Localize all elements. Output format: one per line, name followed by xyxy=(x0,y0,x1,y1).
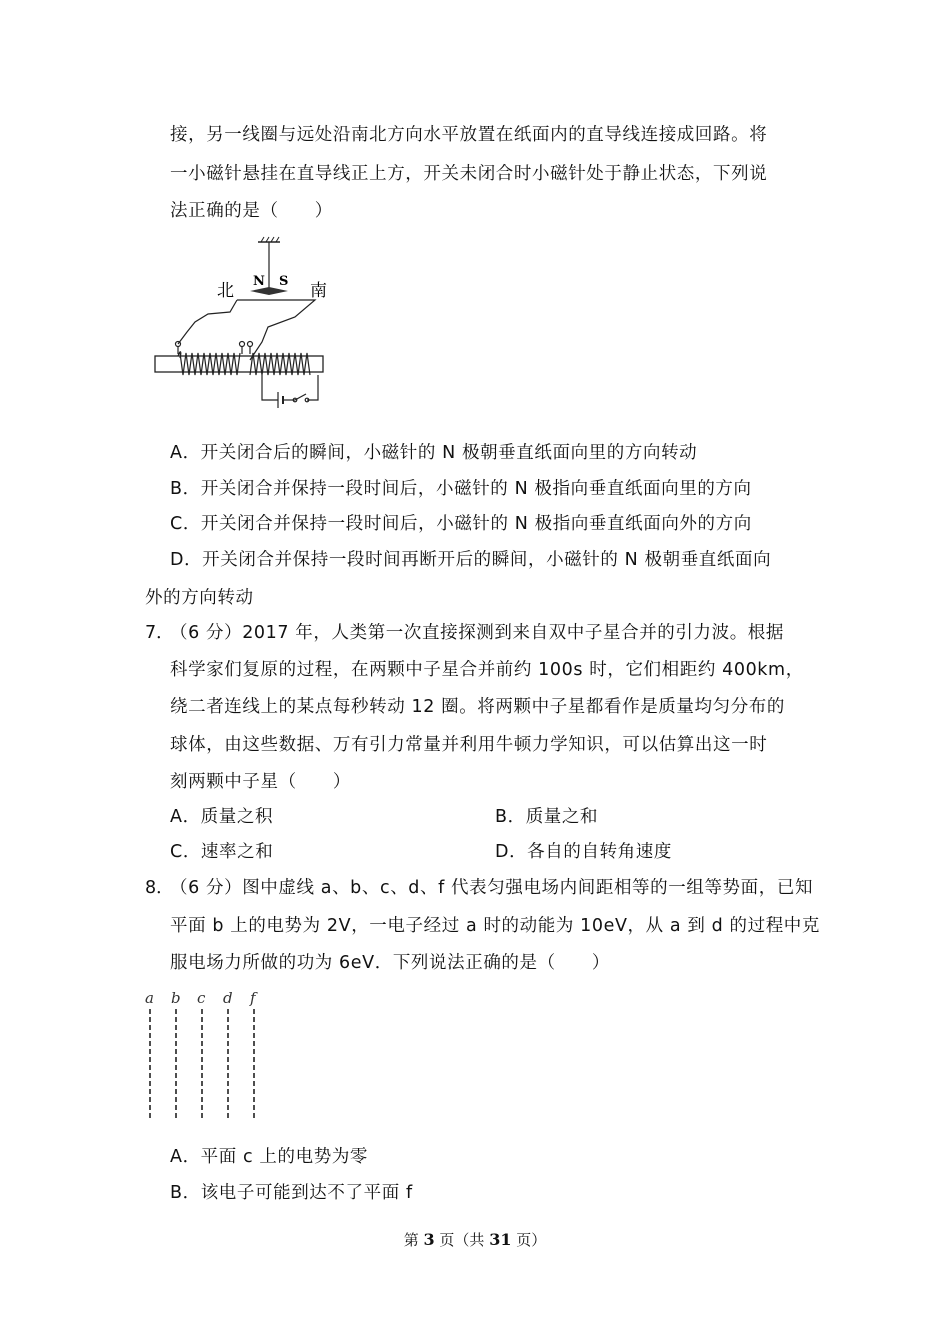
q7-stem-line-2: 科学家们复原的过程，在两颗中子星合并前约 100s 时，它们相距约 400km， xyxy=(170,660,804,680)
footer-page-number: 3 xyxy=(423,1230,435,1249)
q8-stem-line-3: 服电场力所做的功为 6eV．下列说法正确的是（ ） xyxy=(170,953,611,973)
q6-pole-n-label: N xyxy=(253,274,265,289)
q8-number: 8． xyxy=(145,878,174,898)
footer-total-pages: 31 xyxy=(489,1230,512,1249)
footer-middle: 页（共 xyxy=(434,1231,490,1249)
q8-label-d: d xyxy=(223,989,233,1007)
q8-equipotential-figure xyxy=(140,985,275,1125)
q8-label-b: b xyxy=(171,989,181,1007)
q8-option-b: B．该电子可能到达不了平面 f xyxy=(170,1183,413,1203)
q7-stem-line-3: 绕二者连线上的某点每秒转动 12 圈。将两颗中子星都看作是质量均匀分布的 xyxy=(170,697,785,717)
q7-option-d: D．各自的自转角速度 xyxy=(495,842,672,862)
q6-stem-line-3: 法正确的是（ ） xyxy=(170,201,333,221)
q6-stem-line-2: 一小磁针悬挂在直导线正上方，开关未闭合时小磁针处于静止状态，下列说 xyxy=(170,164,768,184)
q7-number: 7． xyxy=(145,623,174,643)
q8-stem-line-1: （6 分）图中虚线 a、b、c、d、f 代表匀强电场内间距相等的一组等势面，已知 xyxy=(170,878,814,898)
q8-label-a: a xyxy=(145,989,154,1007)
q8-label-f: f xyxy=(250,989,256,1007)
q8-option-a: A．平面 c 上的电势为零 xyxy=(170,1147,369,1167)
q7-stem-line-1: （6 分）2017 年，人类第一次直接探测到来自双中子星合并的引力波。根据 xyxy=(170,623,784,643)
q6-north-label: 北 xyxy=(217,281,234,301)
q6-option-a: A．开关闭合后的瞬间，小磁针的 N 极朝垂直纸面向里的方向转动 xyxy=(170,443,698,463)
q6-stem-line-1: 接，另一线圈与远处沿南北方向水平放置在纸面内的直导线连接成回路。将 xyxy=(170,125,768,145)
q6-option-d-continued: 外的方向转动 xyxy=(145,588,254,608)
q6-south-label: 南 xyxy=(310,281,327,301)
q8-label-c: c xyxy=(197,989,206,1007)
q7-option-c: C．速率之和 xyxy=(170,842,274,862)
q6-option-d: D．开关闭合并保持一段时间再断开后的瞬间，小磁针的 N 极朝垂直纸面向 xyxy=(170,550,772,570)
q7-option-a: A．质量之积 xyxy=(170,807,274,827)
q6-circuit-figure xyxy=(150,232,340,412)
q6-pole-s-label: S xyxy=(279,274,289,289)
q6-option-c: C．开关闭合并保持一段时间后，小磁针的 N 极指向垂直纸面向外的方向 xyxy=(170,514,752,534)
q7-option-b: B．质量之和 xyxy=(495,807,599,827)
footer-prefix: 第 xyxy=(403,1231,424,1249)
footer-suffix: 页） xyxy=(511,1231,547,1249)
q7-stem-line-4: 球体，由这些数据、万有引力常量并利用牛顿力学知识，可以估算出这一时 xyxy=(170,735,768,755)
q6-option-b: B．开关闭合并保持一段时间后，小磁针的 N 极指向垂直纸面向里的方向 xyxy=(170,479,752,499)
page-footer xyxy=(0,1229,950,1250)
q8-stem-line-2: 平面 b 上的电势为 2V，一电子经过 a 时的动能为 10eV，从 a 到 d 的过程中克 xyxy=(170,916,821,936)
q7-stem-line-5: 刻两颗中子星（ ） xyxy=(170,772,351,792)
